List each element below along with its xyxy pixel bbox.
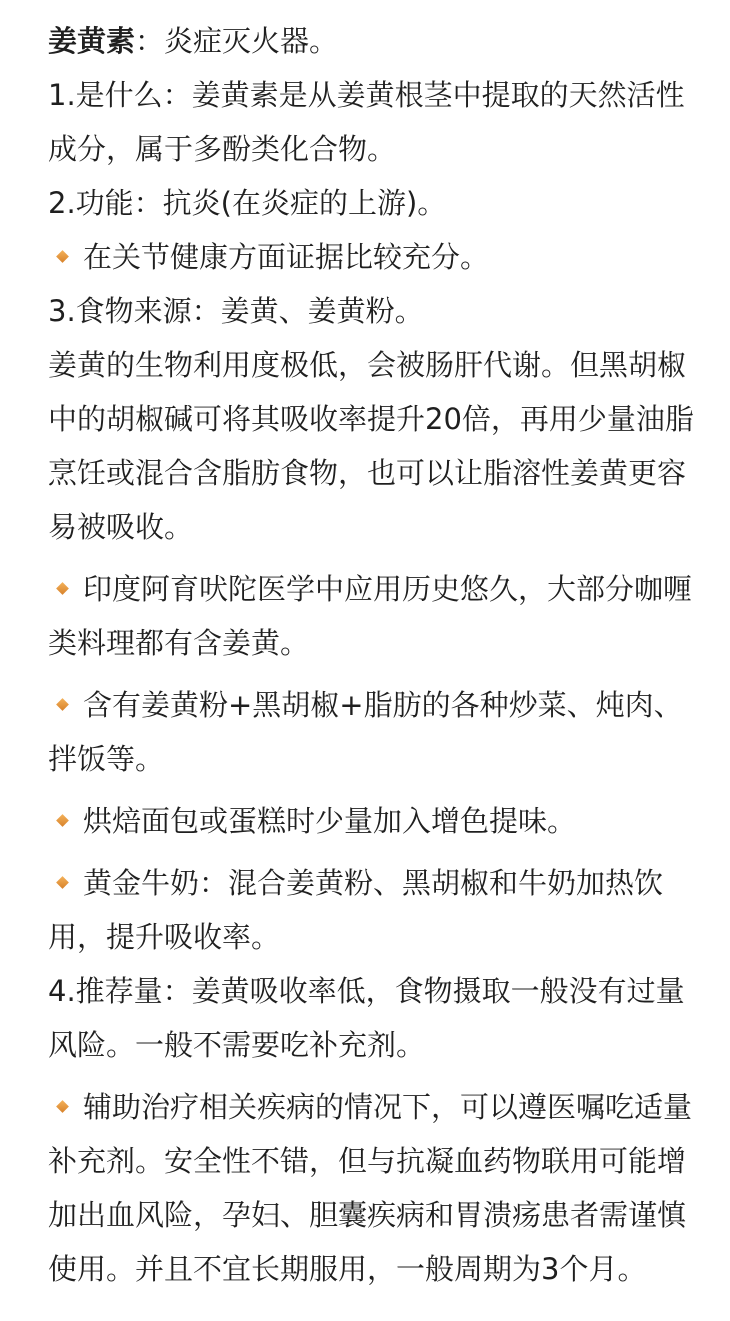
section-function: 2.功能：抗炎(在炎症的上游)。 bbox=[48, 186, 447, 220]
bullet-golden-milk bbox=[48, 856, 698, 964]
orange-diamond-bullet-icon bbox=[56, 582, 69, 595]
bullet-ayurveda bbox=[48, 562, 698, 670]
section-food-sources: 3.食物来源：姜黄、姜黄粉。 bbox=[48, 294, 424, 328]
bullet-text: 印度阿育吠陀医学中应用历史悠久，大部分咖喱类料理都有含姜黄。 bbox=[48, 572, 693, 660]
bullet-text: 在关节健康方面证据比较充分。 bbox=[83, 240, 490, 274]
title-line bbox=[48, 14, 698, 68]
page-title: 姜黄素 bbox=[48, 24, 136, 58]
bullet-text: 含有姜黄粉+黑胡椒+脂肪的各种炒菜、炖肉、拌饭等。 bbox=[48, 688, 683, 776]
bullet-text: 黄金牛奶：混合姜黄粉、黑胡椒和牛奶加热饮用，提升吸收率。 bbox=[48, 866, 664, 954]
bullet-text: 辅助治疗相关疾病的情况下，可以遵医嘱吃适量补充剂。安全性不错，但与抗凝血药物联用可能增加出血风险，孕妇、胆囊疾病和胃溃疡患者需谨慎使用。并且不宜长期服用，一般周期为3个月。 bbox=[48, 1090, 693, 1286]
bullet-supplements bbox=[48, 1080, 698, 1296]
bullet-text: 烘焙面包或蛋糕时少量加入增色提味。 bbox=[83, 804, 577, 838]
bullet-dishes bbox=[48, 678, 698, 786]
orange-diamond-bullet-icon bbox=[56, 250, 69, 263]
section-recommended-amount: 4.推荐量：姜黄吸收率低，食物摄取一般没有过量风险。一般不需要吃补充剂。 bbox=[48, 974, 685, 1062]
orange-diamond-bullet-icon bbox=[56, 814, 69, 827]
orange-diamond-bullet-icon bbox=[56, 876, 69, 889]
section-what-is-it: 1.是什么：姜黄素是从姜黄根茎中提取的天然活性成分，属于多酚类化合物。 bbox=[48, 78, 685, 166]
bullet-joint-health bbox=[48, 230, 698, 284]
orange-diamond-bullet-icon bbox=[56, 1100, 69, 1113]
orange-diamond-bullet-icon bbox=[56, 698, 69, 711]
page-subtitle: 炎症灭火器。 bbox=[164, 24, 339, 58]
title-separator: ： bbox=[135, 24, 165, 58]
paragraph-bioavailability: 姜黄的生物利用度极低，会被肠肝代谢。但黑胡椒中的胡椒碱可将其吸收率提升20倍，再用少量油脂烹饪或混合含脂肪食物，也可以让脂溶性姜黄更容易被吸收。 bbox=[48, 348, 694, 544]
bullet-baking bbox=[48, 794, 698, 848]
